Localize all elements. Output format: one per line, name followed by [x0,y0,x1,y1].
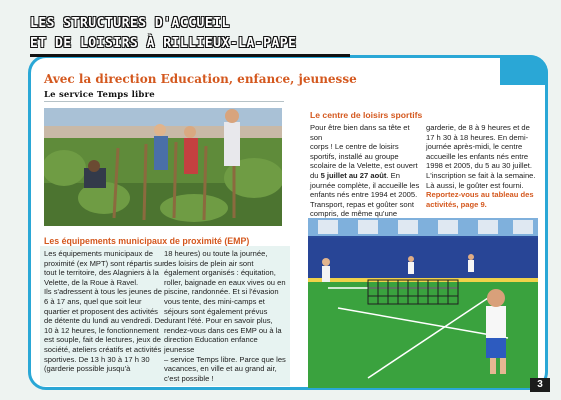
emp-heading: Les équipements municipaux de proximité (EMP) [44,236,250,246]
panel-corner-tab [500,55,548,85]
cls-text-c: garderie, de 8 à 9 heures et de 17 h 30 à 18 heures. En demi- journée après-midi, le centre accueille les enfants nés entre 1998 et 2005, du 5 au 30 juillet. L'inscription se fait à la semaine. Là aussi, le goûter est fourni. [426,123,536,190]
tennis-photo [308,218,538,388]
title-line-2: ET DE LOISIRS À RILLIEUX-LA-PAPE [30,36,297,51]
cls-text-b: . En journée complète, il accueille les enfants nés entre 1994 et 2005. Transport, repas et goûter sont compris, de même qu'une [310,170,420,219]
sub-title-divider [44,101,284,102]
cls-dates: 5 juillet au 27 août [320,170,387,180]
gardening-photo [44,108,282,226]
cls-text-col-2 [426,123,536,209]
cls-heading: Le centre de loisirs sportifs [310,110,423,120]
emp-text-col-2: 18 heures) ou toute la journée, des loisirs de plein air sont également organisés : équitation, roller, baignade en eaux vives ou en piscine, randonnée. Et si l'évasion vous tente, des mini-camps et séjours sont également prévus durant l'été. Pour en savoir plus, rendez-vous dans ces EMP ou à la direction Education enfance jeunesse – service Temps libre. Parce que les vacances, en ville et au grand air, c'est possible ! [164,249,286,383]
title-underline [30,54,350,57]
emp-text-col-1: Les équipements municipaux de proximité (ex MPT) sont répartis sur tout le territoire, des Alagniers à la Velette, de la Roue à Ravel. Ils s'adressent à tous les jeunes de 6 à 17 ans, quel que soit leur quartier et proposent des activités de détente du lundi au vendredi. De 10 à 12 heures, le fonctionnement est souple, fait de lectures, jeux de société, ateliers créatifs et activités sportives. De 13 h 30 à 17 h 30 (garderie possible jusqu'à [44,249,165,374]
sub-title: Le service Temps libre [44,90,155,100]
page-number: 3 [530,378,550,392]
cls-page-reference: Reportez-vous au tableau des activités, page 9. [426,190,534,209]
gardening-photo-art [44,108,282,226]
tennis-photo-art [308,218,538,388]
page-title [30,14,370,58]
section-title: Avec la direction Education, enfance, jeunesse [44,72,357,86]
cls-text-a: Pour être bien dans sa tête et son corps ! Le centre de loisirs sportifs, installé au groupe scolaire de la Velette, est ouvert du [310,123,418,180]
title-line-1: LES STRUCTURES D'ACCUEIL [30,16,230,31]
cls-text-col-1 [310,123,423,219]
